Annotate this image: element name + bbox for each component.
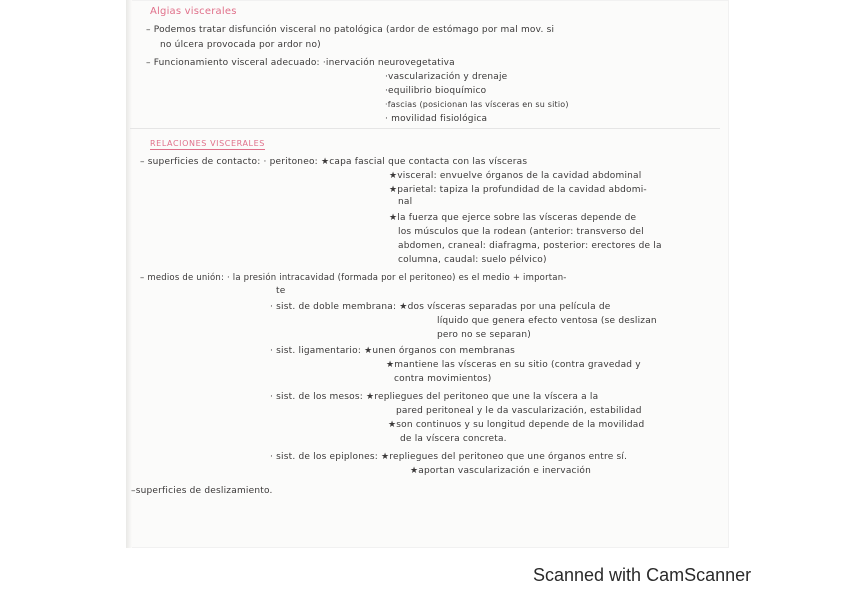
note-line: – Podemos tratar disfunción visceral no patológica (ardor de estómago por mal mov. si bbox=[146, 25, 555, 35]
note-line: · sist. de doble membrana: ★dos vísceras separadas por una película de bbox=[270, 302, 611, 312]
note-line: pero no se separan) bbox=[437, 330, 531, 340]
section-divider bbox=[130, 128, 720, 129]
note-line: ★parietal: tapiza la profundidad de la cavidad abdomi- bbox=[389, 185, 647, 195]
note-line: ★son continuos y su longitud depende de la movilidad bbox=[388, 420, 645, 430]
note-line: columna, caudal: suelo pélvico) bbox=[398, 255, 547, 265]
note-line: de la víscera concreta. bbox=[400, 434, 507, 444]
note-line: líquido que genera efecto ventosa (se deslizan bbox=[437, 316, 657, 326]
note-line: no úlcera provocada por ardor no) bbox=[160, 40, 321, 50]
note-line: – Funcionamiento visceral adecuado: ·inervación neurovegetativa bbox=[146, 58, 455, 68]
section-title-algias: Algias viscerales bbox=[150, 6, 237, 17]
list-item: ·vascularización y drenaje bbox=[385, 72, 508, 82]
note-line: nal bbox=[398, 197, 413, 207]
section-title-relaciones: RELACIONES VISCERALES bbox=[150, 139, 265, 148]
camscanner-watermark: Scanned with CamScanner bbox=[533, 565, 752, 585]
note-line: ★la fuerza que ejerce sobre las vísceras depende de bbox=[389, 213, 637, 223]
note-line: contra movimientos) bbox=[394, 374, 492, 384]
note-line: te bbox=[276, 286, 286, 296]
note-line: –superficies de deslizamiento. bbox=[131, 486, 273, 496]
note-line: ★aportan vascularización e inervación bbox=[410, 466, 592, 476]
list-item: ·fascias (posicionan las vísceras en su sitio) bbox=[385, 100, 569, 109]
note-line: · sist. de los mesos: ★repliegues del peritoneo que une la víscera a la bbox=[270, 392, 599, 402]
page-fold-shadow bbox=[126, 0, 132, 548]
note-line: abdomen, craneal: diafragma, posterior: erectores de la bbox=[398, 241, 662, 251]
note-line: ★visceral: envuelve órganos de la cavidad abdominal bbox=[389, 171, 642, 181]
note-line: · sist. de los epiplones: ★repliegues del peritoneo que une órganos entre sí. bbox=[270, 452, 628, 462]
list-item: · movilidad fisiológica bbox=[385, 114, 488, 124]
note-line: ★mantiene las vísceras en su sitio (contra gravedad y bbox=[386, 360, 641, 370]
note-line: – superficies de contacto: · peritoneo: ★capa fascial que contacta con las vísceras bbox=[140, 157, 528, 167]
note-line: – medios de unión: · la presión intracavidad (formada por el peritoneo) es el medio + importan- bbox=[140, 273, 567, 283]
list-item: ·equilibrio bioquímico bbox=[385, 86, 487, 96]
note-line: los músculos que la rodean (anterior: transverso del bbox=[398, 227, 644, 237]
note-line: · sist. ligamentario: ★unen órganos con membranas bbox=[270, 346, 516, 356]
note-line: pared peritoneal y le da vascularización, estabilidad bbox=[396, 406, 642, 416]
